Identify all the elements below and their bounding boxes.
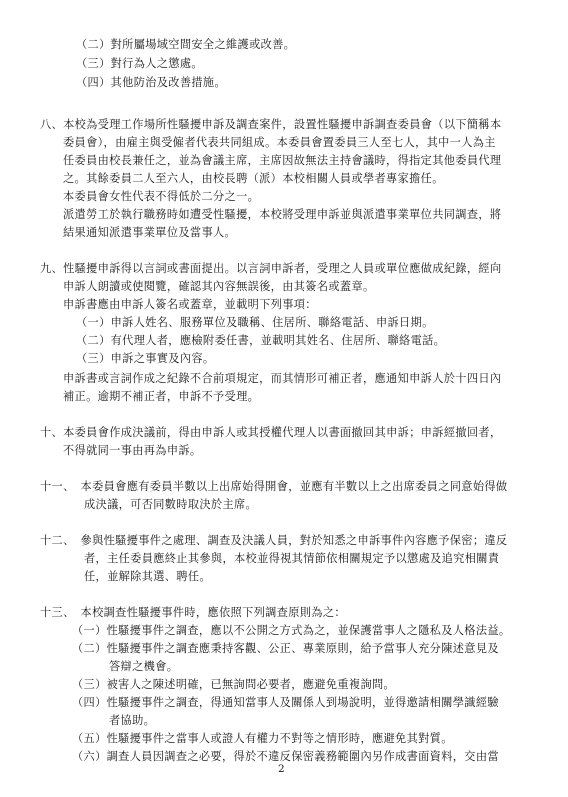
text-line: 任，並解除其選、聘任。 [84, 570, 211, 583]
text-line: （一）申訴人姓名、服務單位及職稱、住居所、聯絡電話、申訴日期。 [76, 316, 434, 329]
text-line: 成決議，可否同數時取決於主席。 [84, 498, 258, 511]
text-line: 之。其餘委員二人至六人，由校長聘（派）本校相關人員或學者專家擔任。 [63, 172, 444, 185]
text-line: 九、性騷擾申訴得以言詞或書面提出。以言詞申訴者，受理之人員或單位應做成紀錄，經向 [40, 262, 502, 275]
text-line: 八、本校為受理工作場所性騷擾申訴及調查案件，設置性騷擾申訴調查委員會（以下簡稱本 [40, 118, 502, 131]
text-line: 申訴書應由申訴人簽名或蓋章，並載明下列事項： [63, 298, 317, 311]
text-line: 申訴人朗讀或使閱覽，確認其內容無誤後，由其簽名或蓋章。 [63, 280, 375, 293]
page-number: 2 [278, 763, 285, 775]
text-line: 不得就同一事由再為申訴。 [63, 444, 202, 457]
text-line: （四）其他防治及改善措施。 [76, 76, 226, 89]
text-line: （五）性騷擾事件之當事人或證人有權力不對等之情形時，應避免其對質。 [72, 732, 453, 745]
text-line: 答辯之機會。 [109, 660, 179, 673]
text-line: 者協助。 [109, 714, 156, 727]
text-line: （三）被害人之陳述明確，已無詢問必要者，應避免重複詢問。 [72, 678, 396, 691]
text-line: 委員會），由雇主與受僱者代表共同組成。本委員會置委員三人至七人，其中一人為主 [63, 136, 496, 149]
text-line: 十三、 本校調查性騷擾事件時，應依照下列調查原則為之： [40, 606, 346, 619]
text-line: （三）對行為人之懲處。 [76, 57, 203, 70]
text-line: 十一、 本委員會應有委員半數以上出席始得開會，並應有半數以上之出席委員之同意始得做 [40, 480, 508, 493]
text-line: （四）性騷擾事件之調查，得通知當事人及關係人到場說明，並得邀請相關學識經驗 [72, 696, 499, 709]
text-line: （二）對所屬場域空間安全之維護或改善。 [76, 38, 296, 51]
text-line: （一）性騷擾事件之調查，應以不公開之方式為之，並保護當事人之隱私及人格法益。 [72, 624, 511, 637]
text-line: 結果通知派遣事業單位及當事人。 [63, 226, 237, 239]
text-line: 任委員由校長兼任之，並為會議主席，主席因故無法主持會議時，得指定其他委員代理 [63, 154, 502, 167]
text-line: 本委員會女性代表不得低於二分之一。 [63, 190, 260, 203]
text-line: （三）申訴之事實及內容。 [76, 352, 215, 365]
text-line: （二）性騷擾事件之調查應秉持客觀、公正、專業原則，給予當事人充分陳述意見及 [72, 642, 499, 655]
text-line: 十、本委員會作成決議前，得由申訴人或其授權代理人以書面撤回其申訴；申訴經撤回者， [40, 426, 502, 439]
text-line: （六）調查人員因調查之必要，得於不違反保密義務範圍內另作成書面資料，交由當 [72, 750, 499, 763]
text-line: 十二、 參與性騷擾事件之處理、調查及決議人員，對於知悉之申訴事件內容應予保密；違反 [40, 534, 508, 547]
text-line: 派遣勞工於執行職務時如遭受性騷擾，本校將受理申訴並與派遣事業單位共同調查，將 [63, 208, 502, 221]
text-line: （二）有代理人者，應檢附委任書，並載明其姓名、住居所、聯絡電話。 [76, 334, 446, 347]
text-line: 者，主任委員應終止其參與，本校並得視其情節依相關規定予以懲處及追究相關責 [84, 552, 500, 565]
text-line: 申訴書或言詞作成之紀錄不合前項規定，而其情形可補正者，應通知申訴人於十四日內 [63, 372, 502, 385]
text-line: 補正。逾期不補正者，申訴不予受理。 [63, 390, 260, 403]
